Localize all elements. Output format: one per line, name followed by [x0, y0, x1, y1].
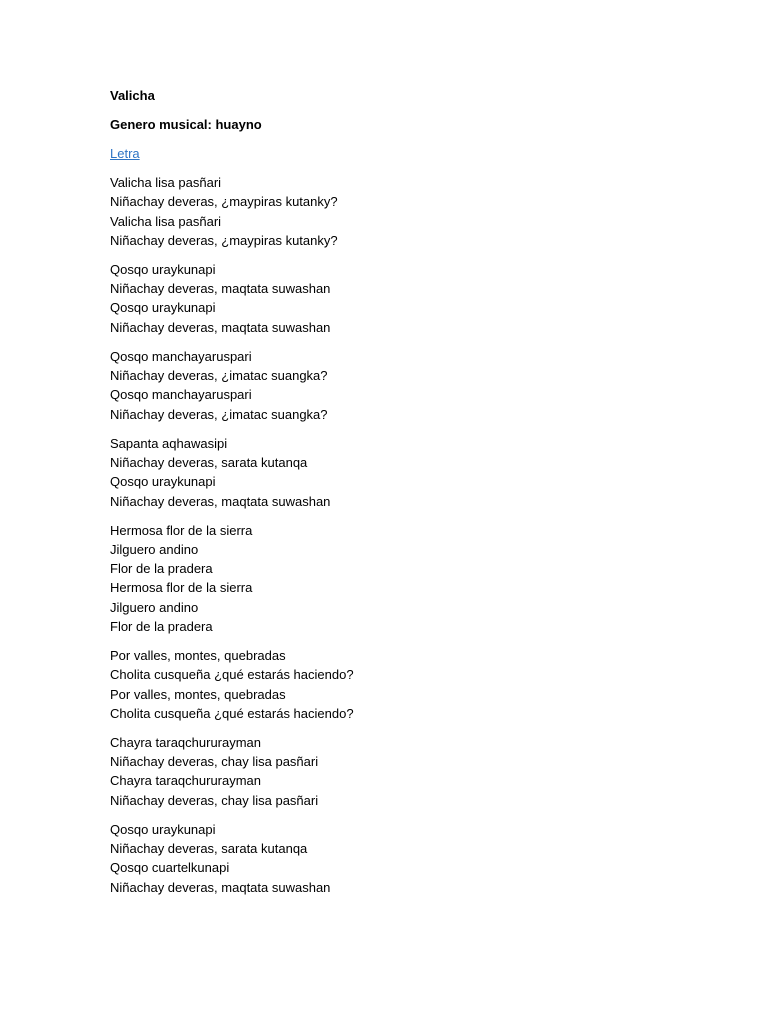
lyric-line: Flor de la pradera [110, 618, 213, 634]
lyric-line: Qosqo uraykunapi [110, 821, 216, 837]
lyric-line: Niñachay deveras, maqtata suwashan [110, 319, 331, 335]
lyric-line: Qosqo uraykunapi [110, 474, 216, 490]
letra-link[interactable]: Letra [110, 146, 140, 161]
stanza-5 [110, 521, 710, 637]
lyric-line: Niñachay deveras, maqtata suwashan [110, 493, 331, 509]
stanza-1 [110, 173, 710, 250]
stanza-4 [110, 434, 710, 511]
lyric-line: Qosqo uraykunapi [110, 300, 216, 316]
lyric-line: Niñachay deveras, ¿maypiras kutanky? [110, 232, 338, 248]
lyric-line: Hermosa flor de la sierra [110, 580, 253, 596]
stanza-8 [110, 820, 710, 897]
lyric-line: Hermosa flor de la sierra [110, 522, 253, 538]
genre-heading: Genero musical: huayno [110, 117, 262, 132]
lyric-line: Qosqo manchayaruspari [110, 348, 252, 364]
lyric-line: Niñachay deveras, ¿maypiras kutanky? [110, 194, 338, 210]
stanza-3 [110, 347, 710, 424]
lyric-line: Niñachay deveras, chay lisa pasñari [110, 754, 319, 770]
lyric-line: Chayra taraqchururayman [110, 734, 262, 750]
document-page [110, 86, 710, 907]
stanza-6 [110, 646, 710, 723]
lyric-line: Niñachay deveras, sarata kutanqa [110, 841, 308, 857]
lyric-line: Valicha lisa pasñari [110, 213, 222, 229]
lyric-line: Jilguero andino [110, 541, 199, 557]
lyric-line: Niñachay deveras, ¿imatac suangka? [110, 406, 328, 422]
lyric-line: Chayra taraqchururayman [110, 773, 262, 789]
lyric-line: Niñachay deveras, chay lisa pasñari [110, 792, 319, 808]
stanza-2 [110, 260, 710, 337]
lyric-line: Niñachay deveras, ¿imatac suangka? [110, 368, 328, 384]
lyric-line: Cholita cusqueña ¿qué estarás haciendo? [110, 667, 354, 683]
lyric-line: Jilguero andino [110, 599, 199, 615]
lyric-line: Valicha lisa pasñari [110, 175, 222, 190]
lyric-line: Niñachay deveras, maqtata suwashan [110, 281, 331, 297]
lyric-line: Sapanta aqhawasipi [110, 435, 228, 451]
stanza-7 [110, 733, 710, 810]
lyric-line: Por valles, montes, quebradas [110, 686, 286, 702]
song-title: Valicha [110, 88, 155, 103]
lyric-line: Qosqo cuartelkunapi [110, 860, 230, 876]
lyric-line: Niñachay deveras, sarata kutanqa [110, 454, 308, 470]
lyric-line: Qosqo uraykunapi [110, 261, 216, 277]
lyric-line: Niñachay deveras, maqtata suwashan [110, 879, 331, 895]
lyric-line: Qosqo manchayaruspari [110, 387, 252, 403]
lyric-line: Flor de la pradera [110, 561, 213, 577]
lyric-line: Por valles, montes, quebradas [110, 647, 286, 663]
lyric-line: Cholita cusqueña ¿qué estarás haciendo? [110, 705, 354, 721]
